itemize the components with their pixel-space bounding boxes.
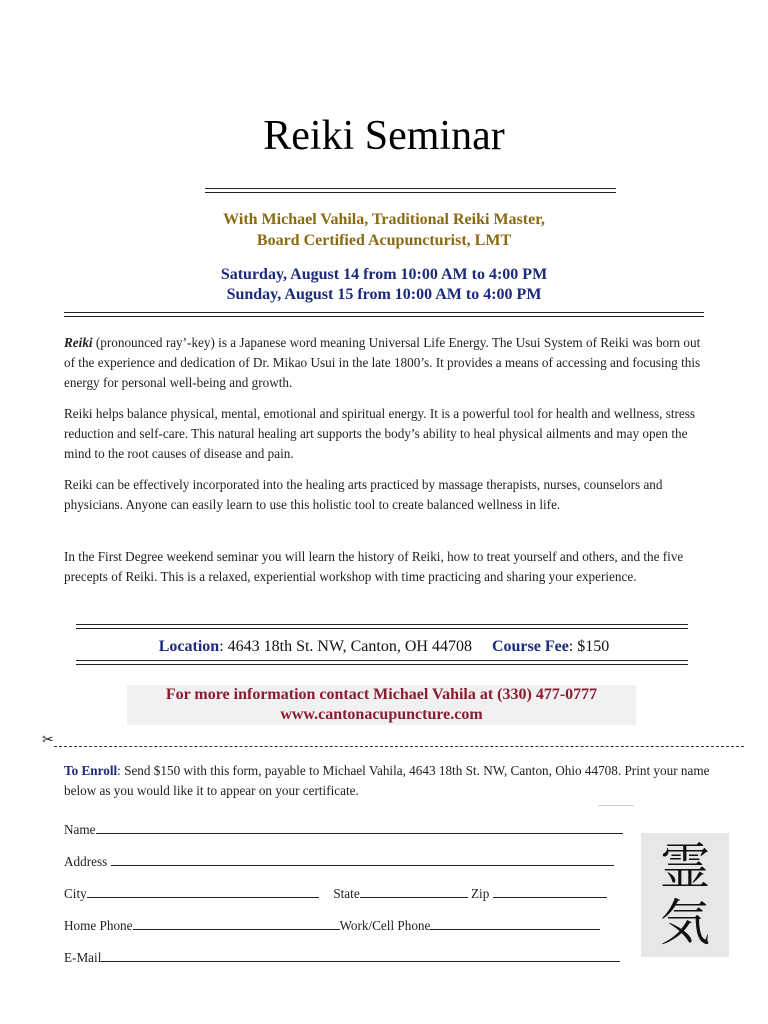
enroll-label: To Enroll xyxy=(64,763,118,778)
location-address: : 4643 18th St. NW, Canton, OH 44708 xyxy=(219,638,472,655)
name-line[interactable] xyxy=(96,820,623,834)
contact-line: For more information contact Michael Vahila at (330) 477-0777 xyxy=(165,686,598,703)
instructor-line-1: With Michael Vahila, Traditional Reiki Master, xyxy=(223,211,545,228)
work-phone-label: Work/Cell Phone xyxy=(339,918,431,933)
course-fee-label: Course Fee xyxy=(491,638,569,655)
practitioners-paragraph: Reiki can be effectively incorporated into the healing arts practiced by massage therapists, nurses, counselors and physicians. Anyone can easily learn to use this holistic tool to create balanced wellness in life. xyxy=(64,477,663,512)
home-phone-line[interactable] xyxy=(133,916,340,930)
course-fee: : $150 xyxy=(568,638,610,655)
scissors-icon: ✂ xyxy=(42,733,54,748)
benefits-paragraph: Reiki helps balance physical, mental, emotional and spiritual energy. It is a powerful tool for health and wellness, stress reduction and self-care. This natural healing art supports the body’s ability to heal physical ailments and may open the mind to the root causes of disease and pain. xyxy=(64,406,696,461)
state-label: State xyxy=(333,886,360,901)
intro-text: (pronounced ray’-key) is a Japanese word meaning Universal Life Energy. The Usui System of Reiki was born out of the experience and dedication of Dr. Mikao Usui in the late 1800’s. It provides a means of accessing and focusing this energy for personal well-being and growth. xyxy=(64,335,701,390)
email-label: E-Mail xyxy=(64,950,102,965)
intro-paragraph xyxy=(64,333,704,393)
location-bottom-divider xyxy=(76,660,688,665)
schedule-day-1: Saturday, August 14 from 10:00 AM to 4:00 PM xyxy=(220,266,548,283)
title-divider xyxy=(205,188,616,193)
work-phone-line[interactable] xyxy=(430,916,600,930)
city-line[interactable] xyxy=(87,884,319,898)
email-field[interactable] xyxy=(64,948,620,967)
contact-box xyxy=(127,685,636,725)
cut-line xyxy=(54,746,744,747)
email-line[interactable] xyxy=(101,948,620,962)
kanji-ki: 気 xyxy=(660,894,710,952)
location-line xyxy=(0,637,768,657)
phone-field[interactable] xyxy=(64,916,600,935)
reiki-term: Reiki xyxy=(64,335,93,350)
location-top-divider xyxy=(76,624,688,629)
city-state-zip-field[interactable] xyxy=(64,884,607,903)
name-field[interactable] xyxy=(64,820,623,839)
zip-label: Zip xyxy=(470,886,490,901)
city-label: City xyxy=(64,886,87,901)
header-divider xyxy=(64,312,704,317)
seminar-paragraph: In the First Degree weekend seminar you will learn the history of Reiki, how to treat yourself and others, and the five precepts of Reiki. This is a relaxed, experiential workshop with time practicing and sharing your experience. xyxy=(64,549,684,584)
schedule-day-2: Sunday, August 15 from 10:00 AM to 4:00 PM xyxy=(226,286,542,303)
zip-line[interactable] xyxy=(493,884,607,898)
address-line[interactable] xyxy=(111,852,614,866)
enroll-divider-fragment xyxy=(598,805,634,806)
name-label: Name xyxy=(64,822,96,837)
enroll-text: : Send $150 with this form, payable to Michael Vahila, 4643 18th St. NW, Canton, Ohio 44708. Print your name below as you would like it to appear on your certificate. xyxy=(64,763,710,798)
address-label: Address xyxy=(64,854,108,869)
reiki-kanji-image xyxy=(641,833,729,957)
home-phone-label: Home Phone xyxy=(64,918,133,933)
website-link[interactable]: www.cantonacupuncture.com xyxy=(280,706,483,723)
state-line[interactable] xyxy=(360,884,468,898)
enroll-instructions xyxy=(64,761,714,801)
location-label: Location xyxy=(158,638,220,655)
kanji-rei: 霊 xyxy=(660,838,710,896)
instructor-line-2: Board Certified Acupuncturist, LMT xyxy=(256,232,512,249)
address-field[interactable] xyxy=(64,852,614,871)
page-title: Reiki Seminar xyxy=(263,113,505,159)
